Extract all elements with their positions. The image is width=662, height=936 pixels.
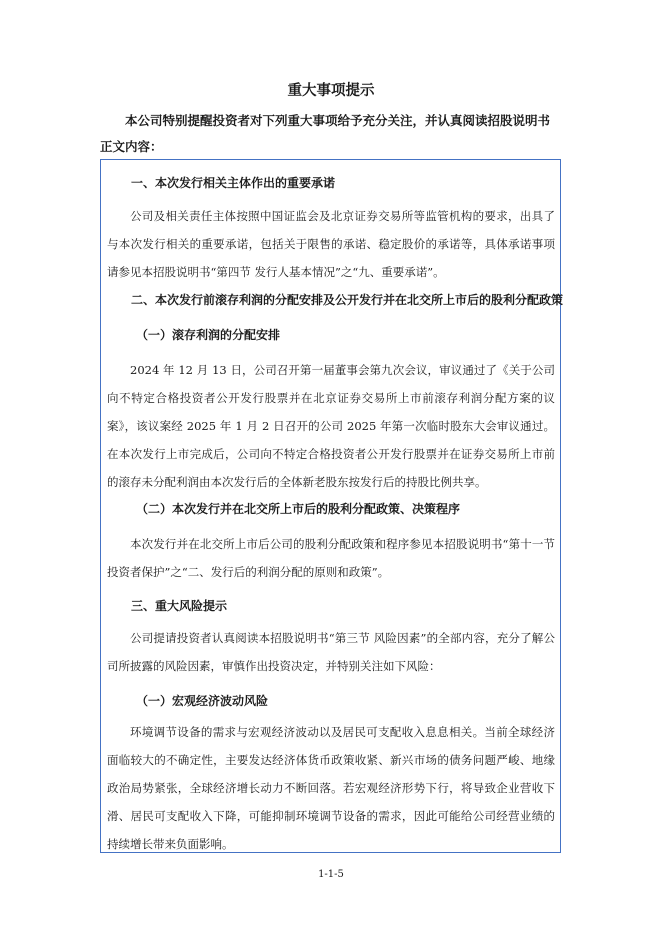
subsection-body-dividend-policy: 本次发行并在北交所上市后公司的股利分配政策和程序参见本招股说明书“第十一节 投资者保护”之“二、发行后的利润分配的原则和政策”。 — [107, 537, 555, 579]
section-heading-risks: 三、重大风险提示 — [131, 599, 228, 613]
intro-paragraph: 本公司特别提醒投资者对下列重大事项给予充分关注，并认真阅读招股说明书正文内容： — [100, 113, 551, 154]
subsection-body-macro-risk: 环境调节设备的需求与宏观经济波动以及居民可支配收入息息相关。当前全球经济面临较大的不确定性，主要发达经济体货币政策收紧、新兴市场的债务问题严峻、地缘政治局势紧张，全球经济增长动力不断回落。若宏观经济形势下行，将导致企业营收下滑、居民可支配收入下降，可能抑制环境调节设备的需求，因此可能给公司经营业绩的持续增长带来负面影响。 — [107, 725, 555, 851]
section-body-commitments: 公司及相关责任主体按照中国证监会及北京证券交易所等监管机构的要求，出具了与本次发行相关的重要承诺，包括关于限售的承诺、稳定股价的承诺等，具体承诺事项请参见本招股说明书“第四节 发行人基本情况”之“九、重要承诺”。 — [107, 209, 555, 279]
section-heading-commitments: 一、本次发行相关主体作出的重要承诺 — [131, 176, 336, 190]
section-body-risks: 公司提请投资者认真阅读本招股说明书“第三节 风险因素”的全部内容，充分了解公司所披露的风险因素，审慎作出投资决定，并特别关注如下风险： — [107, 631, 555, 673]
subsection-body-retained-profit: 2024 年 12 月 13 日，公司召开第一届董事会第九次会议，审议通过了《关于公司向不特定合格投资者公开发行股票并在北京证券交易所上市前滚存利润分配方案的议案》，该议案经 2025 年 1 月 2 日召开的公司 2025 年第一次临时股东大会审议通过。在本次发行上市完成后，公司向不特定合格投资者公开发行股票并在证券交易所上市前的滚存未分配利润由本次发行后的全体新老股东按发行后的持股比例共享。 — [107, 363, 555, 489]
subsection-heading-macro-risk: （一）宏观经济波动风险 — [136, 694, 269, 708]
page-title: 重大事项提示 — [287, 83, 375, 99]
section-heading-profit-distribution: 二、本次发行前滚存利润的分配安排及公开发行并在北交所上市后的股利分配政策 — [131, 293, 564, 307]
subsection-heading-retained-profit: （一）滚存利润的分配安排 — [136, 328, 281, 342]
page-number: 1-1-5 — [318, 869, 344, 880]
subsection-heading-dividend-policy: （二）本次发行并在北交所上市后的股利分配政策、决策程序 — [136, 502, 461, 516]
